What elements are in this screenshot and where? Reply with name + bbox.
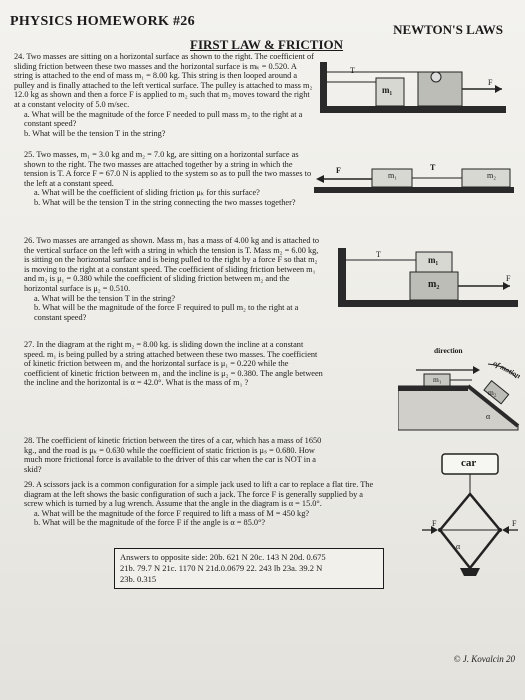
figure-26-force-label: F xyxy=(506,274,511,283)
problem-part: a. What will be the magnitude of the force F needed to pull mass m₂ to the right at a constant speed? xyxy=(24,109,303,129)
problem-text: Two masses are sitting on a horizontal surface as shown to the right. The coefficient of sliding friction between these two masses and the horizontal surface is mₖ = 0.520. A string is attached to the end of mass m₁ = 8.00 kg. This string is then looped around a pulley and is finally attached to the left vertical surface. The pulley is attached to mass m₂ 12.0 kg as shown and then a force F is applied to m₂ such that m₂ moves toward the right at a constant velocity of 5.0 m/sec. xyxy=(14,52,314,109)
problem-part: a. What will be the tension T in the string? xyxy=(34,293,176,303)
problem-number: 27. xyxy=(24,340,35,349)
figure-29-jack-diagram xyxy=(420,452,520,612)
problem-number: 26. xyxy=(24,236,35,245)
figure-25-m1-label: m₁ xyxy=(388,171,398,180)
problem-text: In the diagram at the right m₂ = 8.00 kg. is sliding down the incline at a constant speed. m₁ is being pulled by a string attached between these two masses. The coefficient of kinetic friction between m₁ and the horizontal surface is μ₁ = 0.220 while the coefficient of kinetic friction between m₁ and the incline is μ₂ = 0.380. The angle between the incline and the horizontal is α = 42.0°. What is the mass of m₁ ? xyxy=(24,340,323,388)
problem-number: 24. xyxy=(14,52,25,61)
figure-27-direction-label: direction xyxy=(434,346,463,355)
problem-27 xyxy=(24,340,324,388)
answers-line: Answers to opposite side: 20b. 621 N 20c. 143 N 20d. 0.675 xyxy=(120,552,326,562)
problem-29 xyxy=(24,480,384,528)
figure-25-tension-label: T xyxy=(430,163,436,172)
problem-part: b. What will be the magnitude of the force F if the angle is α = 85.0°? xyxy=(34,518,266,528)
problem-part: b. What will be the tension T in the string connecting the two masses together? xyxy=(34,197,296,207)
problem-part: a. What will be the coefficient of sliding friction μₖ for this surface? xyxy=(34,188,260,198)
worksheet-topic: NEWTON'S LAWS xyxy=(393,22,503,37)
figure-27-motion-label: of motion xyxy=(491,358,523,381)
figure-29-car-label: car xyxy=(461,457,477,469)
figure-26-tension-label: T xyxy=(376,250,381,259)
problem-part: a. What will be the magnitude of the force F required to lift a mass of M = 450 kg? xyxy=(34,508,310,518)
figure-25-diagram xyxy=(314,165,514,200)
figure-25-m2-label: m₂ xyxy=(487,171,497,180)
figure-25-force-label: F xyxy=(336,166,341,175)
figure-29-force-right-label: F xyxy=(512,519,517,528)
figure-27-m1-label: m₁ xyxy=(433,375,442,384)
problem-25 xyxy=(24,150,314,208)
problem-part: b. What will be the tension T in the string? xyxy=(24,128,166,138)
answers-line: 23b. 0.315 xyxy=(120,574,157,584)
copyright-credit: © J. Kovalcin 20 xyxy=(453,654,515,664)
figure-27-m2-label: m₂ xyxy=(488,388,497,397)
problem-text: Two masses, m₁ = 3.0 kg and m₂ = 7.0 kg, are sitting on a horizontal surface as shown to the right. The two masses are attached together by a string in which the tension is T. A force F = 67.0 N is applied to the system so as to pull the two masses to the left at a constant speed. xyxy=(24,150,312,188)
problem-24 xyxy=(14,52,314,138)
figure-27-angle-label: α xyxy=(486,412,491,421)
figure-26-m2-label: m₂ xyxy=(428,279,440,290)
figure-24-mass-label: m₁ xyxy=(382,85,393,95)
worksheet-title: PHYSICS HOMEWORK #26 xyxy=(10,14,195,29)
problem-number: 29. xyxy=(24,480,35,489)
problem-text: A scissors jack is a common configuration for a simple jack used to lift a car to replace a flat tire. The diagram at the left shows the basic configuration of such a jack. The force F is generally supplied by a screw which is turned by a lug wrench. Assume that the angle in the diagram is α = 15.0°. xyxy=(24,480,374,509)
figure-24-force-label: F xyxy=(488,78,493,87)
worksheet-subtitle: FIRST LAW & FRICTION xyxy=(190,37,344,52)
figure-29-angle-label: α xyxy=(456,542,461,551)
problem-28 xyxy=(24,436,324,474)
answers-line: 21b. 79.7 N 21c. 1170 N 21d.0.0679 22. 243 lb 23a. 39.2 N xyxy=(120,563,323,573)
problem-text: Two masses are arranged as shown. Mass m₁ has a mass of 4.00 kg and is attached to the vertical surface on the left with a string in which the tension is T. Mass m₂ = 6.00 kg, is sitting on the horizontal surface and is being pulled to the right by a force F so that m₂ is moving to the right at a constant speed. The coefficient of sliding friction between m₁ and m₂ is μ₁ = 0.380 while the coefficient of sliding friction between m₂ and the horizontal surface is μ₂ = 0.510. xyxy=(24,236,320,293)
problem-26 xyxy=(24,236,324,322)
problem-text: The coefficient of kinetic friction between the tires of a car, which has a mass of 1650 kg., and the road is μₖ = 0.630 while the coefficient of static friction is μₛ = 0.680. How much more frictional force is available to the driver of this car when the car is NOT in a skid? xyxy=(24,436,322,474)
figure-24-tension-label: T xyxy=(350,66,355,75)
figure-24-diagram xyxy=(318,62,508,122)
answers-box xyxy=(114,548,384,589)
figure-26-m1-label: m₁ xyxy=(428,255,439,265)
problem-number: 25. xyxy=(24,150,35,159)
problem-part: b. What will be the magnitude of the force F required to pull m₂ to the right at a constant speed? xyxy=(34,303,299,322)
figure-29-force-left-label: F xyxy=(432,519,437,528)
problem-number: 28. xyxy=(24,436,35,445)
